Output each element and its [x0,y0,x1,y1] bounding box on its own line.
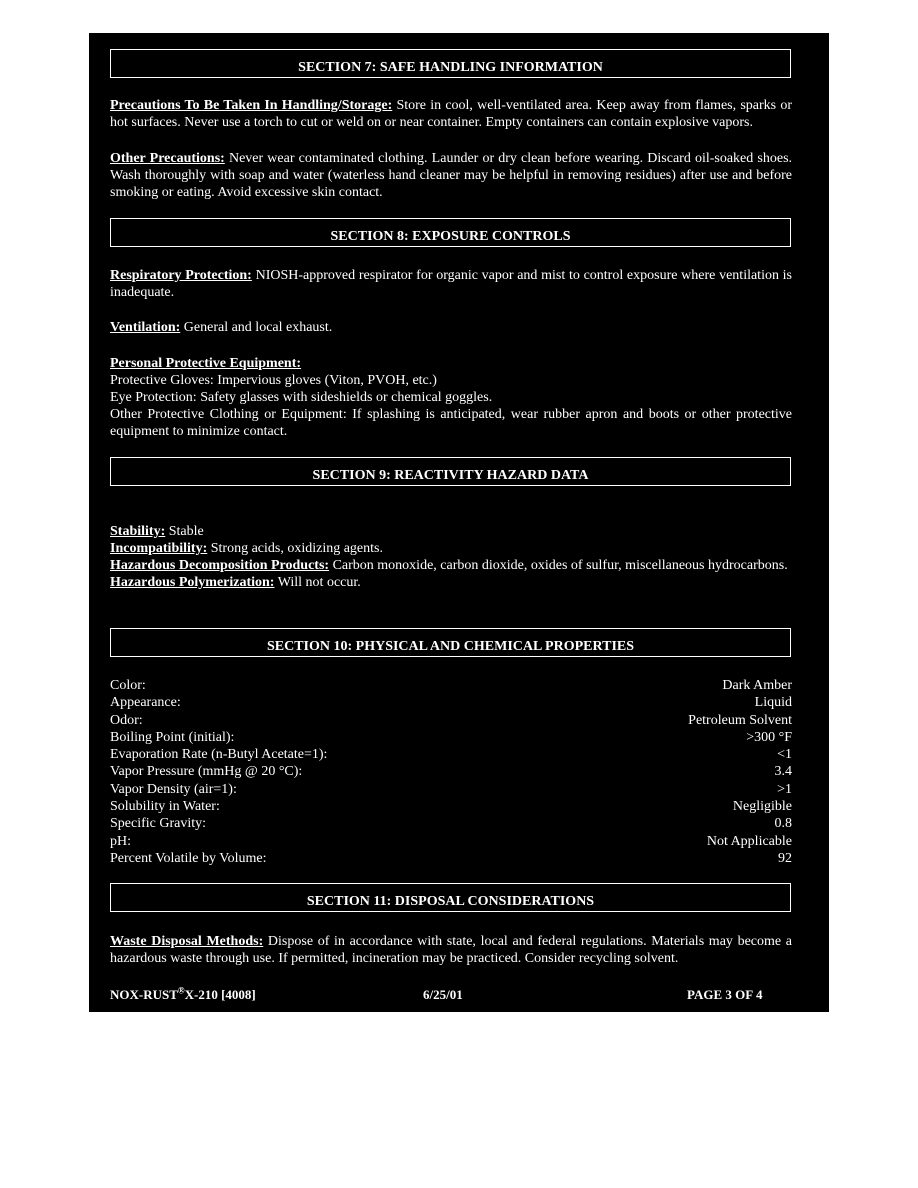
property-name: Specific Gravity: [110,816,207,832]
property-name: pH: [110,833,131,849]
waste-disposal [110,933,792,967]
property-row [110,677,792,694]
handling-precautions-text: Store in cool, well-ventilated area. Keep away from flames, sparks or hot surfaces. Never use a torch to cut or weld on or near container. Empty containers can contain explosive vapors. [110,98,792,130]
stability-label: Stability: [110,524,166,539]
section-11-header: SECTION 11: DISPOSAL CONSIDERATIONS [110,883,791,912]
ppe-gloves: Protective Gloves: Impervious gloves (Viton, PVOH, etc.) [110,373,437,388]
property-row [110,833,792,850]
respiratory-label: Respiratory Protection: [110,268,252,283]
reactivity-data [110,523,792,591]
property-value: 3.4 [774,764,792,780]
property-name: Evaporation Rate (n-Butyl Acetate=1): [110,747,328,763]
property-row [110,729,792,746]
property-name: Percent Volatile by Volume: [110,850,267,866]
footer-page-number: PAGE 3 OF 4 [687,987,763,1002]
property-name: Solubility in Water: [110,799,220,815]
other-precautions-label: Other Precautions: [110,151,225,166]
property-value: <1 [777,747,792,763]
property-name: Odor: [110,712,143,728]
incompatibility-text: Strong acids, oxidizing agents. [210,541,383,556]
property-row [110,815,792,832]
footer-date: 6/25/01 [423,987,463,1002]
properties-table [110,677,792,867]
property-value: 92 [778,850,792,866]
other-precautions-text: Never wear contaminated clothing. Launder or dry clean before wearing. Discard oil-soaked shoes. Wash thoroughly with soap and water (waterless hand cleaner may be helpful in removing residues) after use and before smoking or eating. Avoid excessive skin contact. [110,151,793,200]
handling-precautions-label: Precautions To Be Taken In Handling/Storage: [110,98,393,113]
property-row [110,694,792,711]
handling-precautions [110,97,792,131]
registered-mark: ® [177,985,185,996]
stability-line [110,523,792,540]
decomposition-label: Hazardous Decomposition Products: [110,558,330,573]
property-value: Dark Amber [722,678,792,693]
incompatibility-line [110,540,792,557]
property-value: Liquid [754,695,792,711]
respiratory-protection [110,267,792,301]
polymerization-text: Will not occur. [277,575,361,590]
property-row [110,746,792,763]
property-name: Vapor Pressure (mmHg @ 20 °C): [110,764,303,780]
property-row [110,781,792,798]
waste-disposal-text: Dispose of in accordance with state, local and federal regulations. Materials may become a hazardous waste through use. If permitted, incineration may be practiced. Consider recycling solvent. [110,934,792,966]
property-row [110,763,792,780]
property-row [110,712,792,729]
stability-text: Stable [168,524,204,539]
section-9-header: SECTION 9: REACTIVITY HAZARD DATA [110,457,791,486]
ppe-other: Other Protective Clothing or Equipment: If splashing is anticipated, wear rubber apron and boots or other protective equipment to minimize contact. [110,407,792,439]
other-precautions [110,150,792,201]
section-7-header: SECTION 7: SAFE HANDLING INFORMATION [110,49,791,78]
waste-disposal-label: Waste Disposal Methods: [110,934,264,949]
property-value: Negligible [732,799,792,815]
section-8-header: SECTION 8: EXPOSURE CONTROLS [110,218,791,247]
personal-protective-equipment [110,355,792,440]
footer-product [110,987,256,1003]
property-name: Color: [110,678,146,693]
property-row [110,798,792,815]
polymerization-label: Hazardous Polymerization: [110,575,275,590]
ventilation [110,319,792,336]
property-value: >1 [777,781,792,797]
ventilation-label: Ventilation: [110,320,181,335]
polymerization-line [110,574,792,591]
footer-product-suffix: X-210 [4008] [184,987,256,1002]
respiratory-text: NIOSH-approved respirator for organic vapor and mist to control exposure where ventilation is inadequate. [110,268,793,300]
footer-product-name: NOX-RUST [110,987,178,1002]
property-name: Vapor Density (air=1): [110,781,237,797]
property-name: Appearance: [110,695,181,711]
property-value: Not Applicable [706,833,792,849]
ppe-label: Personal Protective Equipment: [110,356,302,371]
property-value: 0.8 [774,816,792,832]
property-value: >300 °F [746,729,792,745]
property-value: Petroleum Solvent [688,712,792,728]
decomposition-line [110,557,792,574]
incompatibility-label: Incompatibility: [110,541,208,556]
section-10-header: SECTION 10: PHYSICAL AND CHEMICAL PROPERTIES [110,628,791,657]
property-row [110,850,792,867]
ppe-eye: Eye Protection: Safety glasses with sideshields or chemical goggles. [110,390,493,405]
decomposition-text: Carbon monoxide, carbon dioxide, oxides of sulfur, miscellaneous hydrocarbons. [332,558,788,573]
property-name: Boiling Point (initial): [110,729,235,745]
ventilation-text: General and local exhaust. [183,320,333,335]
document-page [89,33,829,1012]
